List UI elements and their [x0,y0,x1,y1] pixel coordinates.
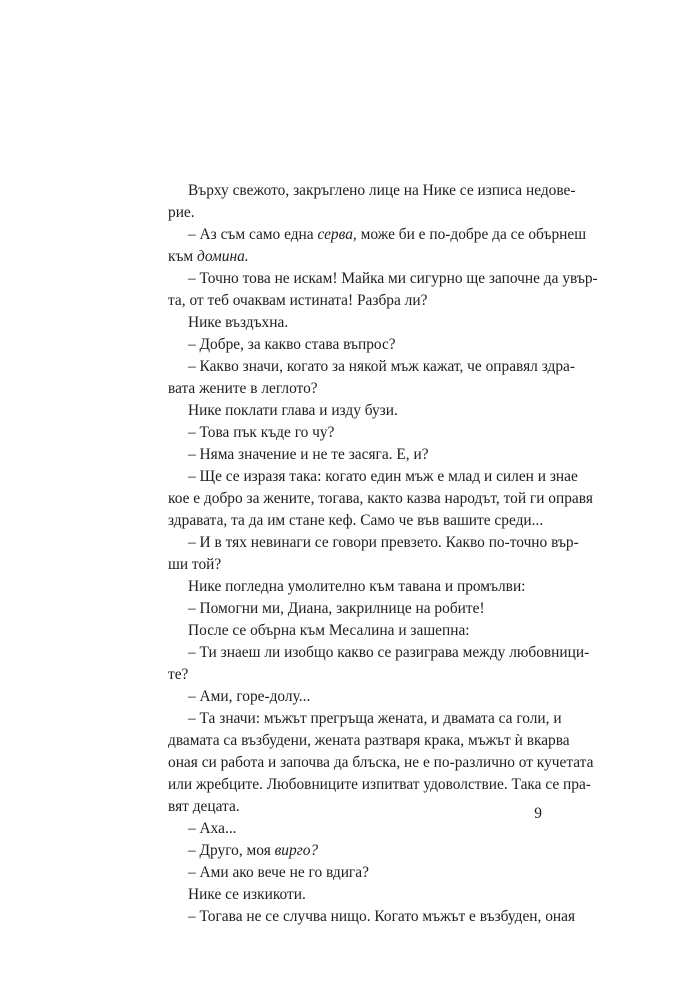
text-line: вата жените в леглото? [168,380,318,397]
text-line: Нике се изкикоти. [188,886,306,903]
text-line: – Добре, за какво става въпрос? [188,336,396,353]
text-line: оная си работа и започва да блъска, не е по-различно от кучетата [168,754,594,771]
text-line: – Ти знаеш ли изобщо какво се разиграва между любовници- [188,644,590,661]
text-line: вят децата. [168,798,240,815]
text-line: – Друго, моя вирго? [188,842,319,859]
text-line: – Та значи: мъжът прегръща жената, и двамата са голи, и [188,710,562,727]
text-line: – Помогни ми, Диана, закрилнице на робите! [188,600,485,617]
text-line: Нике поклати глава и изду бузи. [188,402,398,419]
text-line: Върху свежото, закръглено лице на Нике се изписа недове- [188,182,576,199]
text-line: към домина. [168,248,249,265]
text-line: – Ще се изразя така: когато един мъж е млад и силен и знае [188,468,578,485]
text-line: – Ами, горе-долу... [188,688,311,705]
text-line: Нике въздъхна. [188,314,289,331]
text-line: или жребците. Любовниците изпитват удоволствие. Така се пра- [168,776,591,793]
italic-term: домина. [197,248,249,265]
text-line: Нике погледна умолително към тавана и промълви: [188,578,526,595]
text-line: кое е добро за жените, тогава, както казва народът, той ги оправя [168,490,593,507]
text-line: – Ами ако вече не го вдига? [188,864,369,881]
page-number: 9 [534,805,542,822]
text-line: – Аха... [188,820,237,837]
text-line: рие. [168,204,195,221]
text-line: – Аз съм само една серва, може би е по-добре да се обърнеш [188,226,587,243]
text-line: те? [168,666,189,683]
text-line: – И в тях невинаги се говори превзето. Какво по-точно вър- [188,534,579,551]
text-line: та, от теб очаквам истината! Разбра ли? [168,292,428,309]
text-line: – Това пък къде го чу? [188,424,335,441]
italic-term: вирго? [274,842,319,859]
text-line: – Точно това не искам! Майка ми сигурно ще започне да увър- [188,270,598,287]
text-line: ши той? [168,556,222,573]
text-line: – Няма значение и не те засяга. Е, и? [188,446,429,463]
text-line: – Какво значи, когато за някой мъж кажат, че оправял здра- [188,358,575,375]
text-line: – Тогава не се случва нищо. Когато мъжът е възбуден, оная [188,908,576,925]
text-line: двамата са възбудени, жената разтваря крака, мъжът ѝ вкарва [168,732,570,749]
italic-term: серва, [317,226,357,243]
text-line: здравата, та да им стане кеф. Само че във вашите среди... [168,512,544,529]
text-line: После се обърна към Месалина и зашепна: [188,622,470,639]
